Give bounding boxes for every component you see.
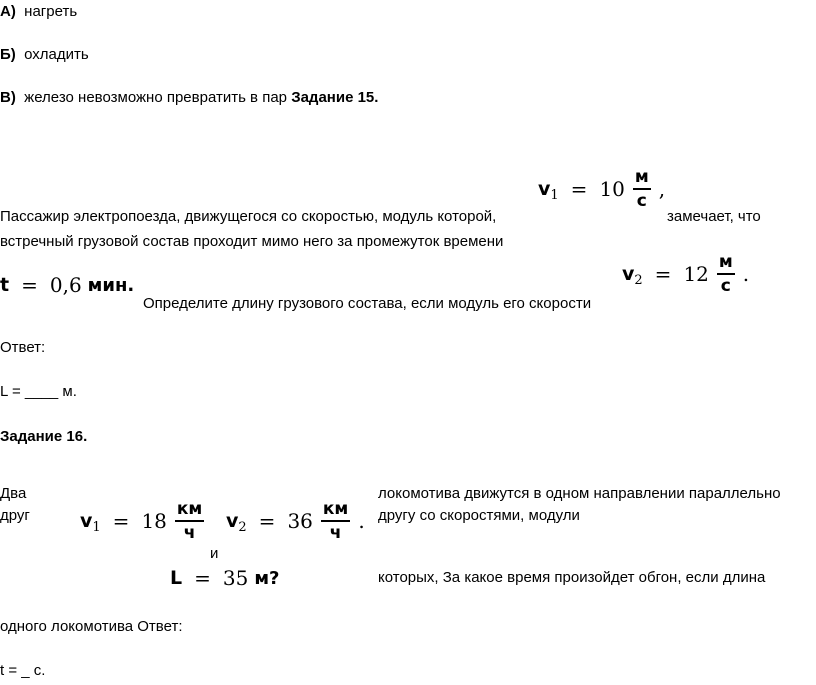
option-b [0, 46, 89, 64]
option-a-text: нагреть [24, 3, 78, 20]
formula-num: 35 [222, 566, 249, 590]
unit-top: м [718, 252, 733, 272]
formula-var: L [170, 567, 183, 589]
formula-num: 0,6 [49, 273, 82, 297]
formula-var: v [538, 178, 551, 200]
d1-right: локомотива движутся в одном направлении параллельно [378, 485, 781, 502]
unit-bottom: с [720, 276, 731, 296]
unit-fraction [175, 498, 204, 544]
formula-num: 36 [287, 509, 313, 533]
formula-punct: . [742, 262, 750, 286]
p1-end: замечает, что [667, 208, 761, 225]
option-b-label: Б) [0, 46, 16, 63]
unit-top: км [176, 499, 203, 519]
unit-top: м [634, 167, 649, 187]
option-a [0, 3, 77, 21]
formula-v2-task16 [226, 498, 365, 544]
p3: Определите длину грузового состава, если модуль его скорости [143, 295, 592, 312]
answer1-label: Ответ: [0, 339, 46, 356]
answer2-fill: t = _ с. [0, 662, 46, 679]
unit-fraction [633, 166, 651, 212]
unit-top: км [322, 499, 349, 519]
formula-v1-task15 [538, 166, 665, 212]
task16-title: Задание 16. [0, 428, 88, 445]
option-b-text: охладить [24, 46, 89, 63]
formula-sub: 1 [92, 519, 101, 535]
formula-num: 18 [141, 509, 167, 533]
d4: одного локомотива Ответ: [0, 618, 183, 635]
unit-fraction [321, 498, 350, 544]
unit-bottom: с [636, 191, 647, 211]
d2-right: другу со скоростями, модули [378, 507, 580, 524]
formula-eq: = [21, 273, 38, 297]
d3-right: которых, За какое время произойдет обгон, если длина [378, 569, 766, 586]
formula-sub: 1 [550, 187, 559, 203]
formula-eq: = [194, 566, 211, 590]
option-v-text: железо невозможно превратить в пар [24, 89, 288, 106]
formula-v1-task16 [80, 498, 204, 544]
formula-v2-task15 [622, 251, 749, 297]
option-a-label: А) [0, 3, 16, 20]
formula-var: t [0, 274, 10, 296]
unit-fraction [717, 251, 735, 297]
formula-eq: = [258, 509, 276, 533]
formula-sub: 2 [238, 519, 247, 535]
formula-eq: = [654, 262, 672, 286]
conjunction: и [210, 545, 219, 562]
formula-var: v [622, 263, 635, 285]
formula-num: 12 [683, 262, 709, 286]
d1-left: Два [0, 485, 27, 502]
formula-punct: . [358, 509, 365, 533]
formula-t-task15 [0, 273, 134, 297]
unit-bottom: ч [183, 523, 196, 543]
d2-left: друг [0, 507, 30, 524]
formula-punct: , [658, 177, 666, 201]
formula-var: v [80, 510, 93, 532]
option-v [0, 89, 378, 107]
formula-L-task16 [170, 566, 279, 590]
option-v-label: В) [0, 89, 16, 106]
p1-start: Пассажир электропоезда, движущегося со скоростью, модуль которой, [0, 208, 497, 225]
answer1-fill: L = ____ м. [0, 383, 77, 400]
p2: встречный грузовой состав проходит мимо него за промежуток времени [0, 233, 504, 250]
formula-num: 10 [599, 177, 625, 201]
formula-eq: = [112, 509, 130, 533]
formula-unit: м? [254, 567, 280, 589]
formula-unit: мин. [87, 274, 135, 296]
formula-sub: 2 [634, 272, 643, 288]
formula-eq: = [570, 177, 588, 201]
task15-title: Задание 15. [291, 89, 379, 106]
unit-bottom: ч [329, 523, 342, 543]
formula-var: v [226, 510, 239, 532]
